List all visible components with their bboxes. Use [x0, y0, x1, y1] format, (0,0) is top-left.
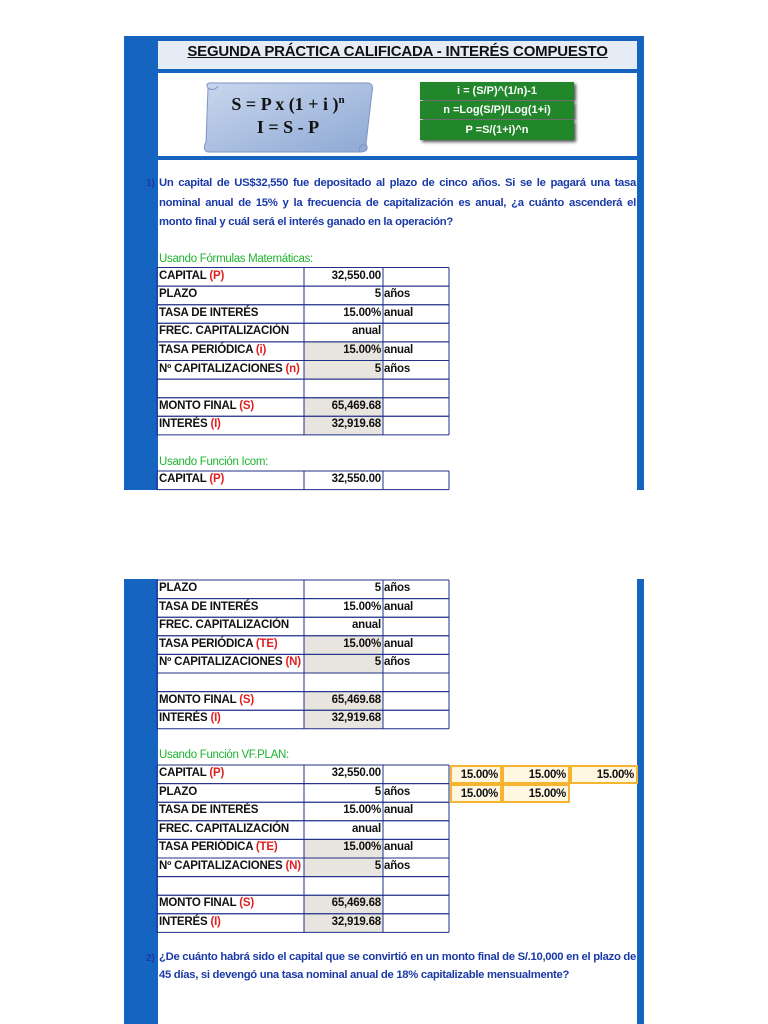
row-symbol: (P): [209, 473, 225, 485]
row-symbol: (N): [285, 860, 301, 872]
row-label-text: MONTO FINAL: [159, 399, 240, 412]
row-label[interactable]: [157, 914, 304, 933]
row-value[interactable]: 32,919.68: [331, 712, 381, 725]
row-symbol: (TE): [255, 637, 278, 650]
row-symbol: (I): [210, 418, 221, 431]
row-label-text: FREC. CAPITALIZACIÓN: [159, 822, 289, 835]
row-value[interactable]: 5: [374, 860, 381, 872]
row-label[interactable]: [157, 654, 304, 673]
rate-cell[interactable]: 15.00%: [570, 765, 638, 784]
row-unit[interactable]: [383, 416, 449, 435]
row-unit[interactable]: anual: [384, 600, 414, 613]
row-value[interactable]: 15.00%: [343, 804, 381, 817]
row-value[interactable]: 65,469.68: [331, 897, 381, 910]
row-symbol: (N): [285, 656, 301, 669]
section2-heading: Usando Función Icom:: [159, 456, 269, 468]
row-label[interactable]: [157, 599, 304, 618]
rate-cell[interactable]: 15.00%: [502, 765, 570, 784]
row-unit[interactable]: [383, 617, 449, 636]
rate-cell[interactable]: 15.00%: [502, 784, 570, 803]
row-unit[interactable]: [383, 692, 449, 711]
row-unit[interactable]: años: [384, 785, 411, 798]
formula-line2: I = S - P: [256, 117, 320, 137]
question-2-number: 2): [146, 953, 155, 964]
row-label-text: TASA DE INTERÉS: [159, 804, 259, 817]
row-label[interactable]: [157, 673, 304, 692]
row-unit[interactable]: anual: [384, 343, 414, 356]
row-symbol: (P): [209, 269, 225, 282]
row-label[interactable]: [157, 877, 304, 896]
row-value[interactable]: 5: [374, 785, 381, 798]
row-value[interactable]: 15.00%: [343, 306, 381, 319]
row-value[interactable]: anual: [351, 822, 381, 835]
row-label-text: Nº CAPITALIZACIONES: [159, 656, 286, 669]
row-unit[interactable]: [383, 398, 449, 417]
row-label[interactable]: [157, 361, 304, 380]
row-unit[interactable]: anual: [384, 306, 414, 319]
row-label-text: CAPITAL: [159, 269, 210, 282]
row-unit[interactable]: [383, 673, 449, 692]
row-unit[interactable]: [383, 914, 449, 933]
row-label[interactable]: [157, 895, 304, 914]
page1-left-bar: [124, 36, 158, 490]
row-label[interactable]: [157, 580, 304, 599]
row-unit[interactable]: [383, 379, 449, 398]
row-unit[interactable]: [383, 877, 449, 896]
row-value[interactable]: anual: [351, 325, 381, 338]
row-label-text: TASA PERIÓDICA: [159, 637, 256, 650]
row-value[interactable]: 5: [374, 288, 381, 301]
row-unit[interactable]: [383, 710, 449, 729]
row-unit[interactable]: años: [384, 582, 411, 594]
formula-line1: [205, 94, 371, 115]
page-title: SEGUNDA PRÁCTICA CALIFICADA - INTERÉS COMPUESTO: [187, 43, 608, 60]
row-label-text: Nº CAPITALIZACIONES: [159, 362, 286, 375]
row-label-text: INTERÉS: [159, 915, 211, 928]
row-label[interactable]: [157, 710, 304, 729]
question-1-number: 1): [146, 178, 155, 189]
formula-principal: P =S/(1+i)^n: [420, 120, 574, 140]
row-label[interactable]: [157, 617, 304, 636]
row-label[interactable]: [157, 784, 304, 803]
row-label-text: INTERÉS: [159, 712, 211, 725]
row-label-text: PLAZO: [159, 288, 197, 301]
row-unit[interactable]: [383, 765, 449, 784]
row-value[interactable]: anual: [351, 619, 381, 632]
rate-cell[interactable]: 15.00%: [450, 784, 502, 803]
row-label-text: TASA PERIÓDICA: [159, 343, 256, 356]
row-symbol: (S): [239, 399, 254, 412]
row-label[interactable]: [157, 286, 304, 305]
row-label-text: TASA PERIÓDICA: [159, 841, 256, 854]
row-label-text: MONTO FINAL: [159, 693, 240, 706]
row-symbol: (S): [239, 693, 254, 706]
row-label[interactable]: [157, 416, 304, 435]
row-value[interactable]: 65,469.68: [331, 399, 381, 412]
row-label-text: FREC. CAPITALIZACIÓN: [159, 619, 289, 632]
row-label-text: TASA DE INTERÉS: [159, 600, 259, 613]
row-value[interactable]: 32,550.00: [331, 767, 381, 779]
formula-rate: i = (S/P)^(1/n)-1: [420, 82, 574, 100]
row-label[interactable]: [157, 305, 304, 324]
row-unit[interactable]: años: [384, 860, 411, 872]
row-symbol: (I): [210, 915, 221, 928]
question-1-text: Un capital de US$32,550 fue depositado al plazo de cinco años. Si se le pagará una tasa nominal anual de 15% y la frecuencia de capitalización es anual, ¿a cuánto ascenderá el monto final y cuál será el interés ganado en la operación?: [159, 177, 636, 228]
section1-heading: Usando Fórmulas Matemáticas:: [159, 253, 313, 265]
formula-exponent: n: [338, 94, 345, 106]
row-label-text: Nº CAPITALIZACIONES: [159, 860, 286, 872]
row-label[interactable]: [157, 398, 304, 417]
row-label[interactable]: [157, 821, 304, 840]
row-symbol: (I): [210, 712, 221, 725]
row-value[interactable]: 65,469.68: [331, 693, 381, 706]
row-label-text: INTERÉS: [159, 418, 211, 431]
row-value[interactable]: 32,919.68: [331, 915, 381, 928]
row-value[interactable]: [304, 379, 383, 398]
rate-cell[interactable]: 15.00%: [450, 765, 502, 784]
row-label-text: CAPITAL: [159, 767, 210, 779]
row-label[interactable]: [157, 636, 304, 655]
section3-heading: Usando Función VF.PLAN:: [159, 749, 289, 761]
row-label[interactable]: [157, 765, 304, 784]
row-unit[interactable]: años: [384, 288, 411, 301]
row-label-text: MONTO FINAL: [159, 897, 240, 910]
row-symbol: (S): [239, 897, 254, 910]
row-label[interactable]: [157, 471, 304, 490]
row-label[interactable]: [157, 692, 304, 711]
row-label-text: TASA DE INTERÉS: [159, 306, 259, 319]
row-symbol: (TE): [255, 841, 278, 854]
row-unit[interactable]: [383, 268, 449, 287]
row-unit[interactable]: años: [384, 656, 411, 669]
row-unit[interactable]: [383, 323, 449, 342]
row-label[interactable]: [157, 323, 304, 342]
row-label[interactable]: [157, 268, 304, 287]
row-label-text: FREC. CAPITALIZACIÓN: [159, 325, 289, 338]
row-unit[interactable]: años: [384, 362, 411, 375]
row-value[interactable]: [304, 673, 383, 692]
title-underline-bar: [158, 69, 637, 73]
row-label[interactable]: [157, 379, 304, 398]
row-unit[interactable]: anual: [384, 841, 414, 854]
row-unit[interactable]: [383, 471, 449, 490]
page1-right-bar: [637, 36, 644, 490]
row-value[interactable]: 32,550.00: [331, 473, 381, 485]
row-value[interactable]: 5: [374, 362, 381, 375]
row-value[interactable]: 32,550.00: [331, 269, 381, 282]
row-value[interactable]: 15.00%: [343, 343, 381, 356]
formula-line1-text: S = P x (1 + i ): [231, 94, 339, 114]
row-unit[interactable]: anual: [384, 637, 414, 650]
row-unit[interactable]: [383, 895, 449, 914]
row-value[interactable]: 32,919.68: [331, 418, 381, 431]
formula-periods: n =Log(S/P)/Log(1+i): [420, 101, 574, 119]
row-label[interactable]: [157, 858, 304, 877]
row-unit[interactable]: [383, 821, 449, 840]
row-label[interactable]: [157, 342, 304, 361]
page2-right-bar: [637, 579, 644, 1024]
row-symbol: (i): [255, 343, 267, 356]
row-label[interactable]: [157, 839, 304, 858]
row-symbol: (n): [285, 362, 300, 375]
row-value[interactable]: 5: [374, 656, 381, 669]
row-value[interactable]: 15.00%: [343, 600, 381, 613]
row-symbol: (P): [209, 767, 225, 779]
row-value[interactable]: 15.00%: [343, 841, 381, 854]
row-value[interactable]: [304, 877, 383, 896]
row-value[interactable]: 5: [374, 582, 381, 594]
row-value[interactable]: 15.00%: [343, 637, 381, 650]
header-bottom-bar: [124, 156, 644, 160]
row-label-text: CAPITAL: [159, 473, 210, 485]
row-label[interactable]: [157, 802, 304, 821]
question-2-text: ¿De cuánto habrá sido el capital que se convirtió en un monto final de S/.10,000 en el plazo de 45 días, si devengó una tasa nominal anual de 18% capitalizable mensualmente?: [159, 951, 636, 981]
row-label-text: PLAZO: [159, 582, 197, 594]
row-label-text: PLAZO: [159, 785, 197, 798]
row-unit[interactable]: anual: [384, 804, 414, 817]
